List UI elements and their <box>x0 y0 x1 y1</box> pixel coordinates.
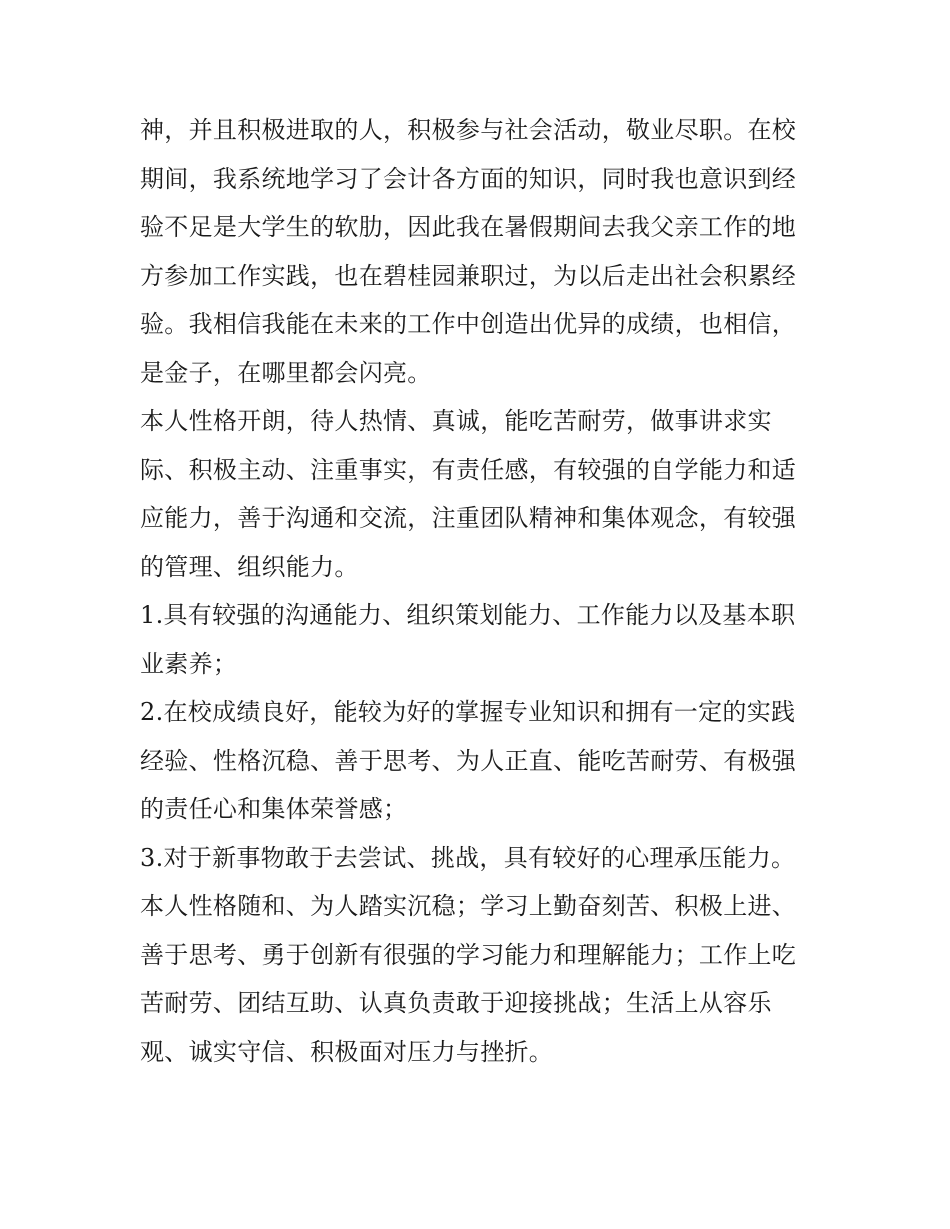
document-body <box>140 106 820 1076</box>
text-line: 的管理、组织能力。 <box>140 552 359 581</box>
text-line: 业素养； <box>140 649 238 678</box>
text-line: 观、诚实守信、积极面对压力与挫折。 <box>140 1037 554 1066</box>
text-line: 3.对于新事物敢于去尝试、挑战，具有较好的心理承压能力。 <box>140 843 796 872</box>
text-line: 善于思考、勇于创新有很强的学习能力和理解能力；工作上吃 <box>140 940 797 969</box>
text-line: 本人性格随和、为人踏实沉稳；学习上勤奋刻苦、积极上进、 <box>140 892 797 920</box>
text-line: 应能力，善于沟通和交流，注重团队精神和集体观念，有较强 <box>140 504 797 532</box>
text-line: 是金子，在哪里都会闪亮。 <box>140 358 432 387</box>
text-line: 2.在校成绩良好，能较为好的掌握专业知识和拥有一定的实践 <box>140 698 796 726</box>
text-line: 的责任心和集体荣誉感； <box>140 795 408 823</box>
text-line: 方参加工作实践，也在碧桂园兼职过，为以后走出社会积累经 <box>140 261 797 290</box>
text-line: 经验、性格沉稳、善于思考、为人正直、能吃苦耐劳、有极强 <box>140 746 797 775</box>
text-line: 本人性格开朗，待人热情、真诚，能吃苦耐劳，做事讲求实 <box>140 407 772 435</box>
text-line: 神，并且积极进取的人，积极参与社会活动，敬业尽职。在校 <box>140 116 797 144</box>
text-line: 1.具有较强的沟通能力、组织策划能力、工作能力以及基本职 <box>140 601 796 629</box>
text-line: 验不足是大学生的软肋，因此我在暑假期间去我父亲工作的地 <box>140 213 797 241</box>
text-line: 苦耐劳、团结互助、认真负责敢于迎接挑战；生活上从容乐 <box>140 989 772 1017</box>
text-line: 验。我相信我能在未来的工作中创造出优异的成绩，也相信， <box>140 310 797 338</box>
text-line: 际、积极主动、注重事实，有责任感，有较强的自学能力和适 <box>140 455 797 484</box>
text-line: 期间，我系统地学习了会计各方面的知识，同时我也意识到经 <box>140 164 797 193</box>
